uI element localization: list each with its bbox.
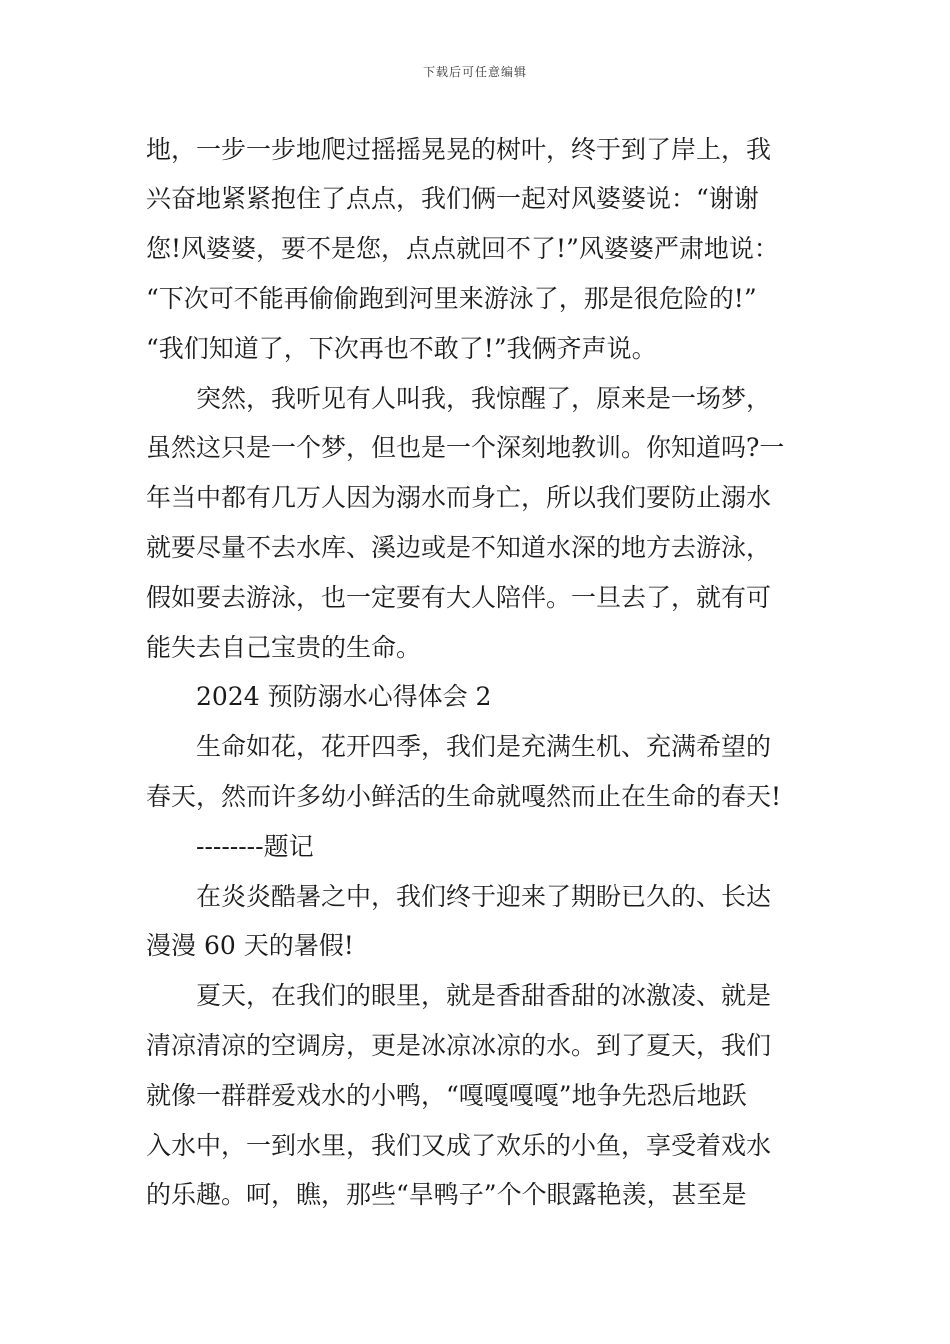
text-line: 地，一步一步地爬过摇摇晃晃的树叶，终于到了岸上，我 (146, 135, 772, 164)
text-line: 夏天，在我们的眼里，就是香甜香甜的冰激凌、就是 (196, 981, 772, 1010)
text-line: 春天，然而许多幼小鲜活的生命就嘎然而止在生命的春天! (146, 782, 782, 811)
text-line: 清凉清凉的空调房，更是冰凉冰凉的水。到了夏天，我们 (146, 1031, 772, 1060)
page-header: 下载后可任意编辑 (422, 65, 527, 79)
text-line: 能失去自己宝贵的生命。 (146, 633, 422, 662)
text-line: 突然，我听见有人叫我，我惊醒了，原来是一场梦， (196, 384, 772, 413)
text-line: “我们知道了，下次再也不敢了!”我俩齐声说。 (146, 334, 657, 363)
text-line: “下次可不能再偷偷跑到河里来游泳了，那是很危险的!” (146, 284, 757, 313)
text-line: 就要尽量不去水库、溪边或是不知道水深的地方去游泳， (146, 533, 772, 562)
text-line: 虽然这只是一个梦，但也是一个深刻地教训。你知道吗?一 (146, 433, 785, 462)
text-line: 就像一群群爱戏水的小鸭，“嘎嘎嘎嘎”地争先恐后地跃 (146, 1081, 747, 1110)
text-line: 兴奋地紧紧抱住了点点，我们俩一起对风婆婆说：“谢谢 (146, 184, 759, 213)
text-line: 假如要去游泳，也一定要有大人陪伴。一旦去了，就有可 (146, 583, 772, 612)
text-line: 年当中都有几万人因为溺水而身亡，所以我们要防止溺水 (146, 483, 772, 512)
text-line: 的乐趣。呵，瞧，那些“旱鸭子”个个眼露艳羡，甚至是 (146, 1180, 747, 1209)
epigraph-attribution: --------题记 (196, 832, 314, 861)
text-line: 在炎炎酷暑之中，我们终于迎来了期盼已久的、长达 (196, 882, 772, 911)
text-line: 漫漫 60 天的暑假! (146, 931, 354, 960)
text-line: 生命如花，花开四季，我们是充满生机、充满希望的 (196, 732, 772, 761)
section-heading: 2024 预防溺水心得体会 2 (196, 682, 492, 711)
text-line: 入水中，一到水里，我们又成了欢乐的小鱼，享受着戏水 (146, 1131, 772, 1160)
text-line: 您!风婆婆，要不是您，点点就回不了!”风婆婆严肃地说： (146, 234, 779, 263)
